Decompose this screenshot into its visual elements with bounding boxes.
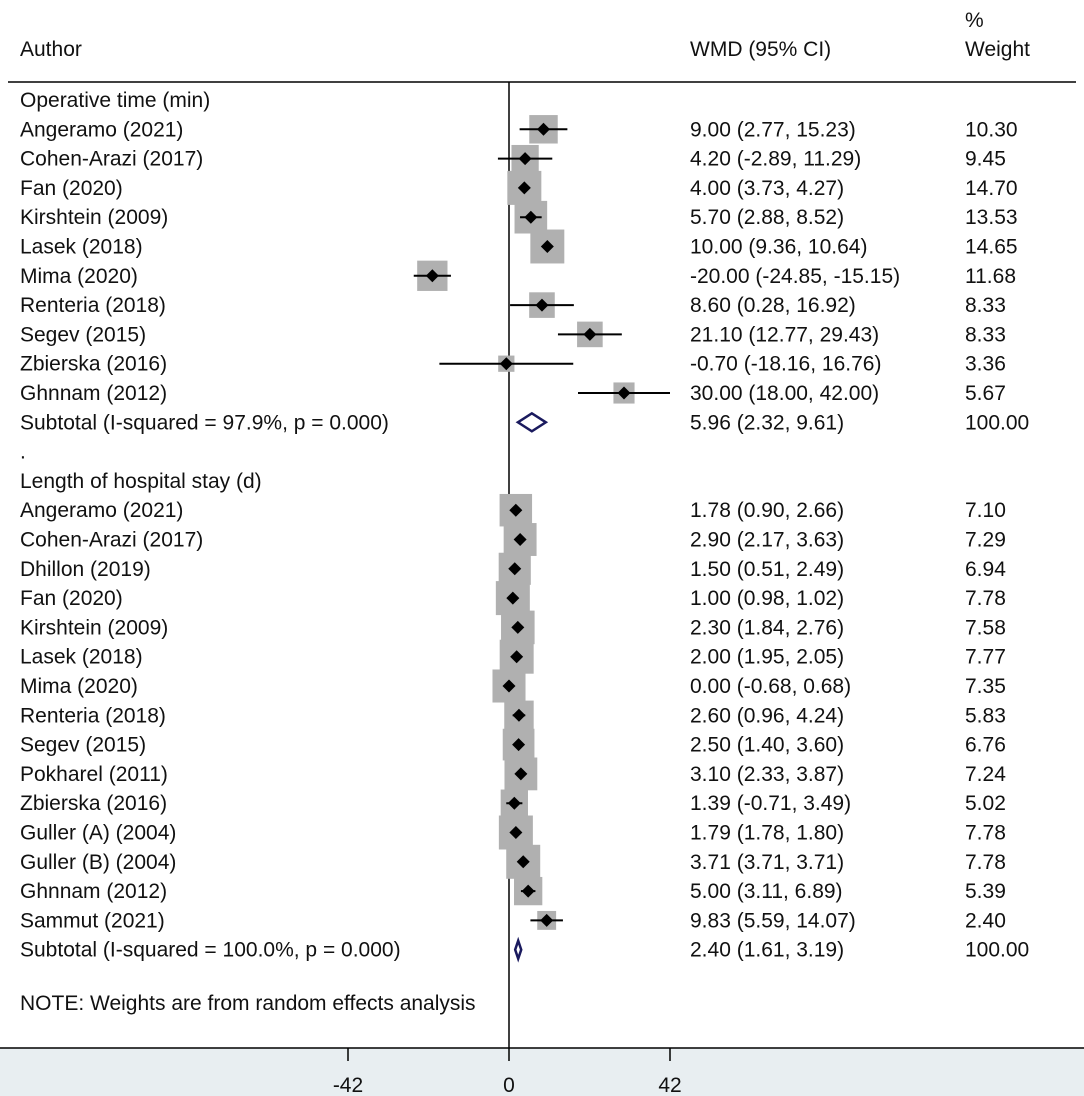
- study-weight: 7.78: [965, 821, 1006, 845]
- study-ci: -0.70 (-18.16, 16.76): [690, 352, 882, 376]
- study-label: Cohen-Arazi (2017): [20, 528, 204, 552]
- subtotal-weight: 100.00: [965, 411, 1030, 435]
- group-separator: .: [20, 440, 26, 464]
- study-weight: 9.45: [965, 147, 1006, 171]
- study-ci: 4.00 (3.73, 4.27): [690, 176, 845, 200]
- study-weight: 7.35: [965, 675, 1006, 698]
- study-weight: 7.58: [965, 616, 1006, 640]
- study-label: Angeramo (2021): [20, 499, 184, 523]
- subtotal-ci: 2.40 (1.61, 3.19): [690, 938, 845, 962]
- study-weight: 5.39: [965, 880, 1006, 904]
- study-label: Angeramo (2021): [20, 118, 184, 142]
- study-label: Guller (B) (2004): [20, 850, 177, 874]
- study-label: Kirshtein (2009): [20, 206, 169, 230]
- study-label: Fan (2020): [20, 176, 123, 200]
- study-ci: 10.00 (9.36, 10.64): [690, 235, 868, 259]
- header-weight-pct: %: [965, 9, 984, 32]
- study-ci: 9.00 (2.77, 15.23): [690, 118, 856, 142]
- subtotal-ci: 5.96 (2.32, 9.61): [690, 411, 845, 435]
- study-label: Segev (2015): [20, 733, 147, 757]
- study-label: Pokharel (2011): [20, 762, 168, 786]
- study-label: Mima (2020): [20, 675, 138, 698]
- study-ci: 21.10 (12.77, 29.43): [690, 323, 880, 347]
- study-label: Zbierska (2016): [20, 792, 168, 816]
- subtotal-weight: 100.00: [965, 938, 1030, 962]
- study-ci: 1.50 (0.51, 2.49): [690, 557, 845, 581]
- study-label: Renteria (2018): [20, 704, 166, 728]
- study-label: Mima (2020): [20, 264, 138, 288]
- study-weight: 7.10: [965, 499, 1006, 523]
- study-ci: 2.60 (0.96, 4.24): [690, 704, 845, 728]
- header-weight: Weight: [965, 38, 1030, 61]
- study-ci: 5.00 (3.11, 6.89): [690, 880, 843, 904]
- study-ci: 3.10 (2.33, 3.87): [690, 762, 845, 786]
- subtotal-diamond: [518, 413, 546, 431]
- group-heading: Operative time (min): [20, 89, 211, 112]
- study-ci: 1.78 (0.90, 2.66): [690, 499, 845, 523]
- subtotal-label: Subtotal (I-squared = 100.0%, p = 0.000): [20, 938, 401, 962]
- study-weight: 7.78: [965, 587, 1006, 611]
- header-wmd: WMD (95% CI): [690, 38, 832, 61]
- study-label: Ghnnam (2012): [20, 880, 168, 904]
- study-ci: 2.90 (2.17, 3.63): [690, 528, 845, 552]
- study-weight: 5.02: [965, 792, 1006, 816]
- study-weight: 3.36: [965, 352, 1006, 376]
- study-label: Dhillon (2019): [20, 557, 151, 581]
- axis-band: [0, 1048, 1084, 1096]
- study-weight: 7.24: [965, 762, 1006, 786]
- study-weight: 13.53: [965, 206, 1018, 230]
- tick-label: 42: [658, 1074, 682, 1096]
- study-weight: 7.77: [965, 645, 1006, 669]
- study-weight: 6.94: [965, 557, 1006, 581]
- study-ci: 1.00 (0.98, 1.02): [690, 587, 845, 611]
- study-weight: 2.40: [965, 909, 1006, 933]
- study-weight: 8.33: [965, 323, 1006, 347]
- study-weight: 5.83: [965, 704, 1006, 728]
- study-label: Kirshtein (2009): [20, 616, 169, 640]
- group-heading: Length of hospital stay (d): [20, 469, 262, 493]
- study-weight: 8.33: [965, 294, 1006, 318]
- study-weight: 6.76: [965, 733, 1006, 757]
- study-weight: 5.67: [965, 382, 1006, 405]
- study-ci: 2.30 (1.84, 2.76): [690, 616, 845, 640]
- study-ci: 2.50 (1.40, 3.60): [690, 733, 845, 757]
- study-weight: 14.70: [965, 176, 1018, 200]
- study-ci: 1.79 (1.78, 1.80): [690, 821, 845, 845]
- study-weight: 11.68: [965, 264, 1016, 288]
- study-label: Zbierska (2016): [20, 352, 168, 376]
- study-ci: 30.00 (18.00, 42.00): [690, 382, 880, 405]
- study-ci: 1.39 (-0.71, 3.49): [690, 792, 852, 816]
- study-label: Fan (2020): [20, 587, 123, 611]
- study-ci: 9.83 (5.59, 14.07): [690, 909, 856, 933]
- study-ci: 4.20 (-2.89, 11.29): [690, 147, 862, 171]
- study-ci: 8.60 (0.28, 16.92): [690, 294, 856, 318]
- study-label: Ghnnam (2012): [20, 382, 168, 405]
- study-ci: 0.00 (-0.68, 0.68): [690, 675, 852, 698]
- study-label: Lasek (2018): [20, 235, 143, 259]
- subtotal-label: Subtotal (I-squared = 97.9%, p = 0.000): [20, 411, 389, 435]
- study-ci: 5.70 (2.88, 8.52): [690, 206, 845, 230]
- note-text: NOTE: Weights are from random effects analysis: [20, 992, 476, 1015]
- study-label: Guller (A) (2004): [20, 821, 177, 845]
- study-ci: 2.00 (1.95, 2.05): [690, 645, 845, 669]
- subtotal-diamond: [515, 941, 521, 959]
- study-label: Segev (2015): [20, 323, 147, 347]
- study-label: Renteria (2018): [20, 294, 166, 318]
- study-label: Sammut (2021): [20, 909, 165, 933]
- study-rows: [20, 89, 1029, 962]
- study-ci: 3.71 (3.71, 3.71): [690, 850, 845, 874]
- study-label: Cohen-Arazi (2017): [20, 147, 204, 171]
- tick-label: -42: [332, 1074, 364, 1096]
- study-weight: 7.78: [965, 850, 1006, 874]
- study-weight: 7.29: [965, 528, 1006, 552]
- header-author: Author: [20, 38, 82, 61]
- study-ci: -20.00 (-24.85, -15.15): [690, 264, 901, 288]
- study-weight: 10.30: [965, 118, 1018, 142]
- study-label: Lasek (2018): [20, 645, 143, 669]
- study-weight: 14.65: [965, 235, 1018, 259]
- tick-label: 0: [503, 1074, 515, 1096]
